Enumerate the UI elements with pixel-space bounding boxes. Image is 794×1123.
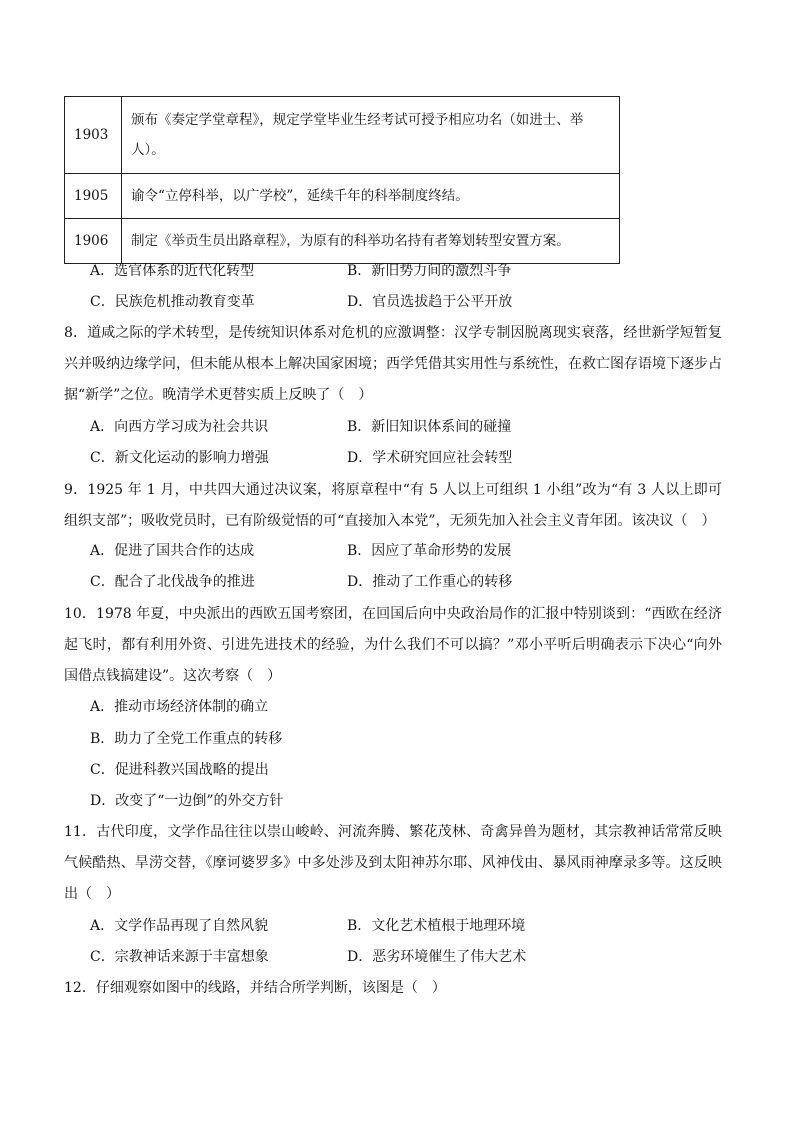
q11-option-a: A．文学作品再现了自然风貌: [90, 918, 269, 934]
q9-option-a: A．促进了国共合作的达成: [90, 543, 255, 559]
q11-stem: 11．古代印度，文学作品往往以崇山峻岭、河流奔腾、繁花茂林、奇禽异兽为题材，其宗教神话常常反映气候酷热、旱涝交替，《摩诃婆罗多》中多处涉及到太阳神苏尔耶、风神伐由、暴风雨神摩录多等。这反映出（ ）: [64, 824, 722, 902]
table-year: 1903: [65, 97, 122, 174]
q10-option-d: D．改变了“一边倒”的外交方针: [90, 793, 284, 809]
q9-option-b: B．因应了革命形势的发展: [347, 543, 512, 559]
q9-stem: 9．1925 年 1 月，中共四大通过决议案，将原章程中“有 5 人以上可组织 1 小组”改为“有 3 人以上即可组织支部”；吸收党员时，已有阶级觉悟的可“直接加入本党”，无须先加入社会主义青年团。该决议（ ）: [64, 482, 722, 529]
table-year: 1906: [65, 219, 122, 264]
q11-option-c: C．宗教神话来源于丰富想象: [90, 949, 269, 965]
q7-option-c: C．民族危机推动教育变革: [90, 294, 255, 310]
table-row: [65, 219, 620, 264]
table-row: [65, 97, 620, 174]
q7-option-a: A．选官体系的近代化转型: [90, 263, 255, 279]
q8-option-b: B．新旧知识体系间的碰撞: [347, 419, 512, 435]
q8-option-d: D．学术研究回应社会转型: [347, 450, 513, 466]
q10-option-b: B．助力了全党工作重点的转移: [90, 731, 283, 747]
q11-option-d: D．恶劣环境催生了伟大艺术: [347, 949, 527, 965]
table-row: [65, 174, 620, 219]
table-event: 制定《举贡生员出路章程》，为原有的科举功名持有者筹划转型安置方案。: [122, 219, 620, 264]
q9-option-c: C．配合了北伐战争的推进: [90, 574, 255, 590]
q10-stem: 10．1978 年夏，中央派出的西欧五国考察团，在回国后向中央政治局作的汇报中特别谈到：“西欧在经济起飞时，都有利用外资、引进先进技术的经验，为什么我们不可以搞？”邓小平听后明确表示下决心“向外国借点钱搞建设”。这次考察（ ）: [64, 606, 722, 684]
q7-option-b: B．新旧势力间的激烈斗争: [347, 263, 512, 279]
q9-option-d: D．推动了工作重心的转移: [347, 574, 513, 590]
table-event: 颁布《奏定学堂章程》，规定学堂毕业生经考试可授予相应功名（如进士、举人）。: [122, 97, 620, 174]
q10-option-c: C．促进科教兴国战略的提出: [90, 762, 269, 778]
q8-option-c: C．新文化运动的影响力增强: [90, 450, 269, 466]
q12-stem: 12．仔细观察如图中的线路，并结合所学判断，该图是（ ）: [64, 980, 446, 996]
history-table: [64, 96, 620, 264]
q7-option-d: D．官员选拔趋于公平开放: [347, 294, 513, 310]
q8-option-a: A．向西方学习成为社会共识: [90, 419, 269, 435]
table-event: 谕令“立停科举，以广学校”，延续千年的科举制度终结。: [122, 174, 620, 219]
q11-option-b: B．文化艺术植根于地理环境: [347, 918, 526, 934]
q8-stem: 8．道咸之际的学术转型，是传统知识体系对危机的应激调整：汉学专制因脱离现实衰落，经世新学短暂复兴并吸纳边缘学问，但未能从根本上解决国家困境；西学凭借其实用性与系统性，在救亡图存语境下逐步占据“新学”之位。晚清学术更替实质上反映了（ ）: [64, 325, 722, 403]
table-year: 1905: [65, 174, 122, 219]
q10-option-a: A．推动市场经济体制的确立: [90, 699, 269, 715]
